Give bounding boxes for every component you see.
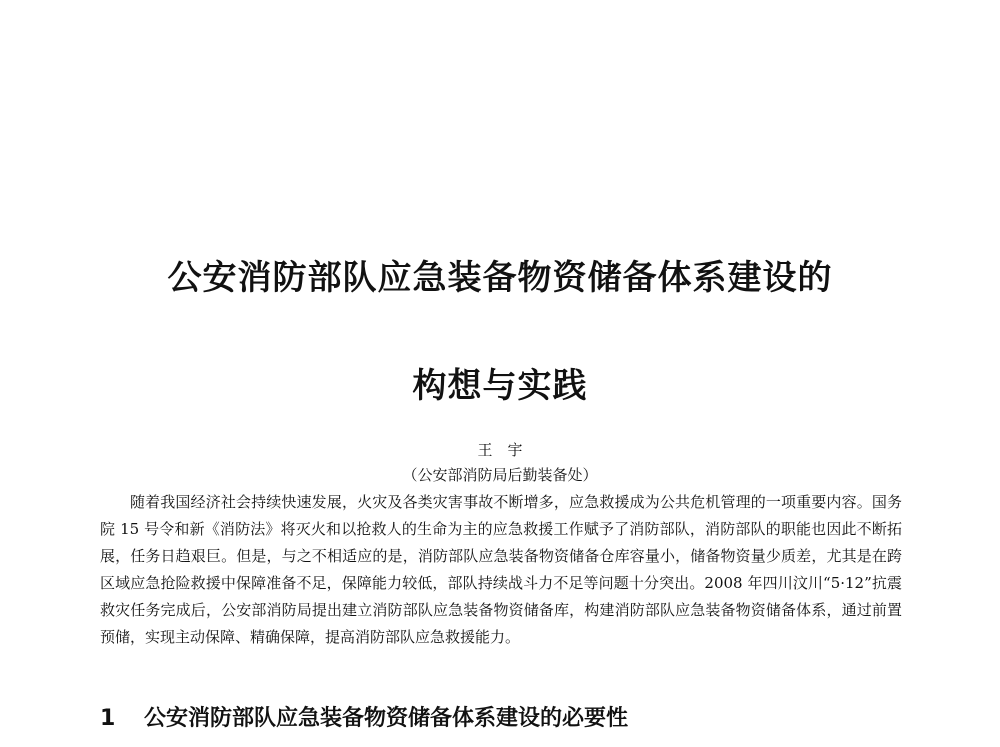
section-number: 1 (100, 706, 116, 731)
paper-title-line-1: 公安消防部队应急装备物资储备体系建设的 (167, 258, 833, 298)
abstract-paragraph: 随着我国经济社会持续快速发展，火灾及各类灾害事故不断增多，应急救援成为公共危机管理的一项重要内容。国务院 15 号令和新《消防法》将灭火和以抢救人的生命为主的应急救援工作赋予了消防部队，消防部队的职能也因此不断拓展，任务日趋艰巨。但是，与之不相适应的是，消防部队应急装备物资储备仓库容量小，储备物资量少质差，尤其是在跨区域应急抢险救援中保障准备不足，保障能力较低，部队持续战斗力不足等问题十分突出。2008 年四川汶川“5·12”抗震救灾任务完成后，公安部消防局提出建立消防部队应急装备物资储备库，构建消防部队应急装备物资储备体系，通过前置预储，实现主动保障、精确保障，提高消防部队应急救援能力。 (100, 493, 902, 646)
author-name: 王 宇 (477, 441, 523, 459)
section-heading (100, 703, 920, 735)
paper-title-line-2: 构想与实践 (412, 366, 588, 406)
section-title: 公安消防部队应急装备物资储备体系建设的必要性 (144, 706, 629, 731)
author-affiliation: （公安部消防局后勤装备处） (402, 466, 598, 484)
